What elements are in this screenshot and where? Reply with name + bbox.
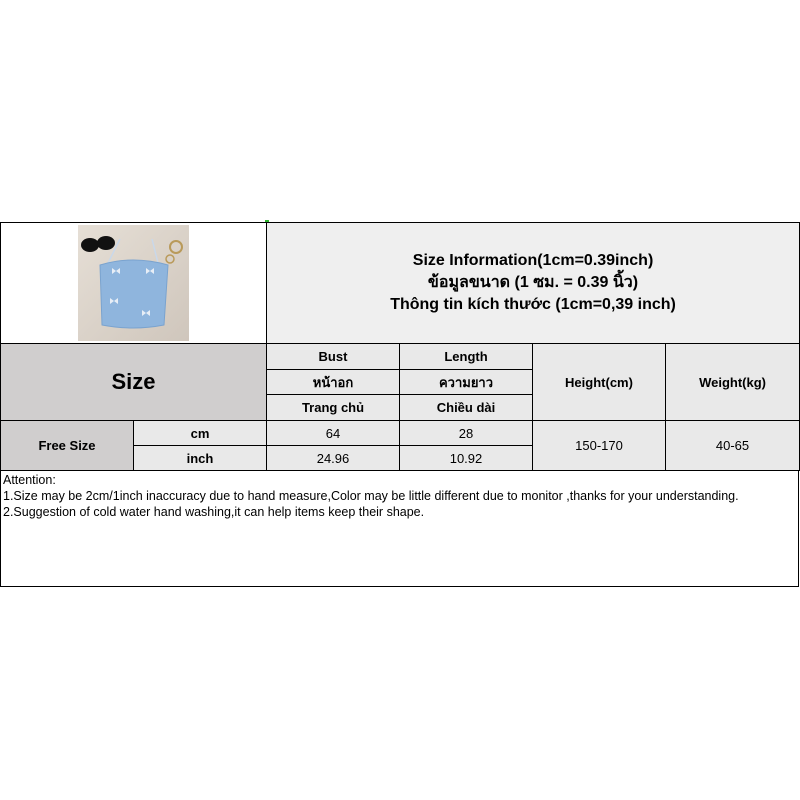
length-th: ความยาว xyxy=(400,370,533,395)
weight-value: 40-65 xyxy=(666,421,800,471)
height-header: Height(cm) xyxy=(533,344,666,421)
bust-th: หน้าอก xyxy=(267,370,400,395)
length-vi: Chiều dài xyxy=(400,395,533,421)
product-image-icon xyxy=(78,225,189,341)
bust-en: Bust xyxy=(267,344,400,370)
unit-inch: inch xyxy=(134,446,267,471)
size-info-title xyxy=(267,223,800,344)
product-photo xyxy=(78,225,189,341)
weight-header: Weight(kg) xyxy=(666,344,800,421)
bust-cm-value: 64 xyxy=(267,421,400,446)
bust-inch-value: 24.96 xyxy=(267,446,400,471)
length-en: Length xyxy=(400,344,533,370)
length-inch-value: 10.92 xyxy=(400,446,533,471)
size-header-cell xyxy=(1,344,267,421)
note-1: 1.Size may be 2cm/1inch inaccuracy due to hand measure,Color may be little different due to monitor ,thanks for your understanding. xyxy=(3,489,739,503)
title-vi: Thông tin kích thước (1cm=0,39 inch) xyxy=(390,296,676,313)
product-photo-cell xyxy=(1,223,267,344)
size-name: Free Size xyxy=(1,421,134,471)
title-th: ข้อมูลขนาด (1 ซม. = 0.39 นิ้ว) xyxy=(427,274,639,291)
height-value: 150-170 xyxy=(533,421,666,471)
bust-vi: Trang chủ xyxy=(267,395,400,421)
size-chart xyxy=(0,222,800,587)
notes-heading: Attention: xyxy=(3,473,56,487)
note-2: 2.Suggestion of cold water hand washing,it can help items keep their shape. xyxy=(3,505,425,519)
size-table xyxy=(0,222,800,471)
size-heading: Size xyxy=(111,369,156,394)
unit-cm: cm xyxy=(134,421,267,446)
notes-box xyxy=(0,471,799,587)
title-en: Size Information(1cm=0.39inch) xyxy=(412,252,654,269)
length-cm-value: 28 xyxy=(400,421,533,446)
